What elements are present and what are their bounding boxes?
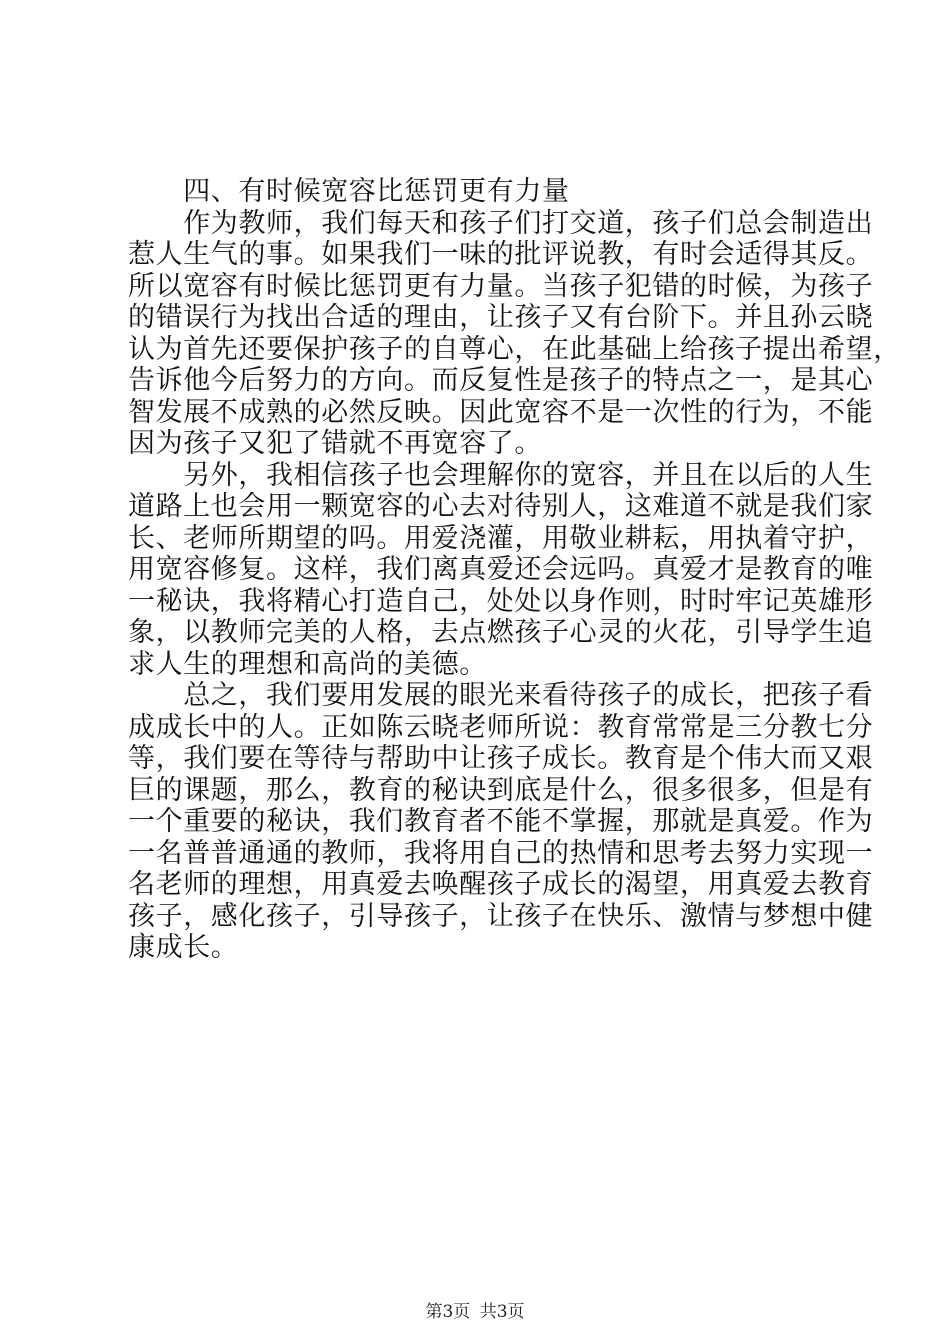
paragraph-line: 孩子，感化孩子，引导孩子，让孩子在快乐、激情与梦想中健 [128, 900, 874, 932]
paragraph-line: 作为教师，我们每天和孩子们打交道，孩子们总会制造出 [128, 207, 874, 239]
paragraph-line: 另外，我相信孩子也会理解你的宽容，并且在以后的人生 [128, 459, 874, 491]
paragraph-line: 总之，我们要用发展的眼光来看待孩子的成长，把孩子看 [128, 680, 874, 711]
document-body [128, 176, 901, 964]
page-footer [0, 1297, 950, 1322]
page-number: 第3页 [425, 1302, 471, 1322]
page-total: 共3页 [479, 1302, 525, 1322]
paragraph-line: 一秘诀，我将精心打造自己，处处以身作则，时时牢记英雄形 [128, 585, 874, 617]
paragraph-line: 一名普普通通的教师，我将用自己的热情和思考去努力实现一 [128, 837, 874, 869]
paragraph-line: 康成长。 [128, 932, 239, 963]
paragraph-line: 等，我们要在等待与帮助中让孩子成长。教育是个伟大而又艰 [128, 743, 874, 774]
paragraph-line: 告诉他今后努力的方向。而反复性是孩子的特点之一，是其心 [128, 365, 874, 396]
paragraph-line: 成成长中的人。正如陈云晓老师所说：教育常常是三分教七分 [128, 711, 874, 743]
paragraph-line: 一个重要的秘诀，我们教育者不能不掌握，那就是真爱。作为 [128, 806, 874, 837]
paragraph-line: 因为孩子又犯了错就不再宽容了。 [128, 428, 542, 459]
paragraph-line: 巨的课题，那么，教育的秘诀到底是什么，很多很多，但是有 [128, 774, 874, 806]
paragraph-line: 求人生的理想和高尚的美德。 [128, 648, 487, 680]
paragraph-line: 道路上也会用一颗宽容的心去对待别人，这难道不就是我们家 [128, 491, 874, 522]
section-heading: 四、有时候宽容比惩罚更有力量 [128, 176, 570, 207]
paragraph-line: 长、老师所期望的吗。用爱浇灌，用敬业耕耘，用执着守护， [128, 522, 874, 554]
paragraph-line: 认为首先还要保护孩子的自尊心，在此基础上给孩子提出希望， [128, 333, 901, 365]
paragraph-line: 的错误行为找出合适的理由，让孩子又有台阶下。并且孙云晓 [128, 302, 874, 333]
paragraph-line: 象，以教师完美的人格，去点燃孩子心灵的火花，引导学生追 [128, 617, 874, 648]
paragraph-line: 智发展不成熟的必然反映。因此宽容不是一次性的行为，不能 [128, 396, 874, 428]
paragraph-line: 名老师的理想，用真爱去唤醒孩子成长的渴望，用真爱去教育 [128, 869, 874, 900]
paragraph-line: 用宽容修复。这样，我们离真爱还会远吗。真爱才是教育的唯 [128, 554, 874, 585]
paragraph-line: 惹人生气的事。如果我们一味的批评说教，有时会适得其反。 [128, 239, 874, 270]
paragraph-line: 所以宽容有时候比惩罚更有力量。当孩子犯错的时候，为孩子 [128, 270, 874, 302]
